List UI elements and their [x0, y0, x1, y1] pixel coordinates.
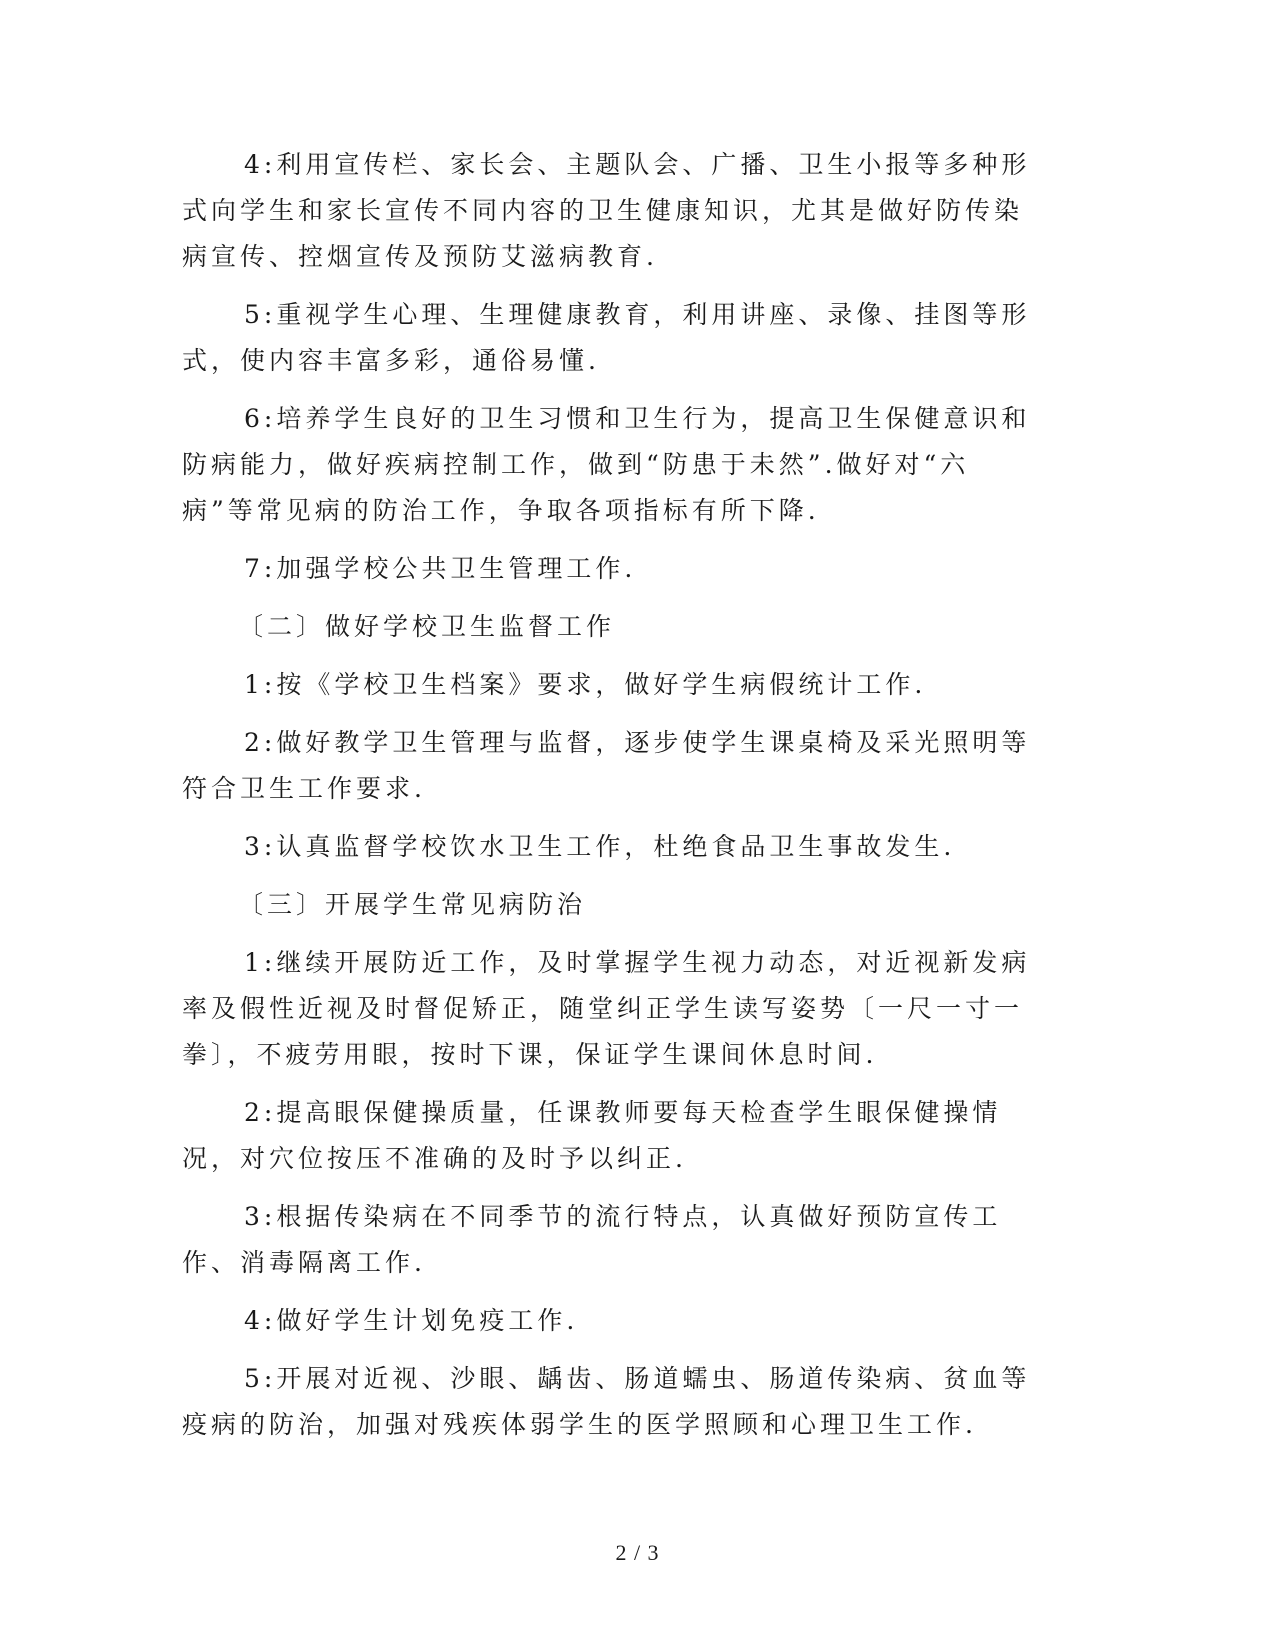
section-heading-supervision: 〔二〕做好学校卫生监督工作 [238, 612, 616, 641]
document-body [182, 142, 1032, 1460]
paragraph-item-5-psychology: 5:重视学生心理、生理健康教育，利用讲座、录像、挂图等形式，使内容丰富多彩，通俗易懂. [182, 300, 1031, 375]
paragraph-item-3-infectious: 3:根据传染病在不同季节的流行特点，认真做好预防宣传工作、消毒隔离工作. [182, 1202, 1002, 1277]
paragraph-item-1-records: 1:按《学校卫生档案》要求，做好学生病假统计工作. [244, 670, 927, 699]
paragraph-item-4-immunization: 4:做好学生计划免疫工作. [244, 1306, 579, 1335]
paragraph-item-7-public-hygiene: 7:加强学校公共卫生管理工作. [244, 554, 637, 583]
paragraph-item-3-water: 3:认真监督学校饮水卫生工作，杜绝食品卫生事故发生. [244, 832, 956, 861]
paragraph-item-5-disease-control: 5:开展对近视、沙眼、龋齿、肠道蠕虫、肠道传染病、贫血等疫病的防治，加强对残疾体弱学生的医学照顾和心理卫生工作. [182, 1364, 1031, 1439]
paragraph-item-6-habits: 6:培养学生良好的卫生习惯和卫生行为，提高卫生保健意识和防病能力，做好疾病控制工作，做到“防患于未然”.做好对“六病”等常见病的防治工作，争取各项指标有所下降. [182, 404, 1031, 525]
section-heading-common-diseases: 〔三〕开展学生常见病防治 [238, 890, 587, 919]
paragraph-item-4-publicity: 4:利用宣传栏、家长会、主题队会、广播、卫生小报等多种形式向学生和家长宣传不同内容的卫生健康知识，尤其是做好防传染病宣传、控烟宣传及预防艾滋病教育. [182, 150, 1031, 271]
page-number: 2 / 3 [615, 1540, 660, 1565]
paragraph-item-2-eye-exercises: 2:提高眼保健操质量，任课教师要每天检查学生眼保健操情况，对穴位按压不准确的及时予以纠正. [182, 1098, 1002, 1173]
paragraph-item-1-myopia: 1:继续开展防近工作，及时掌握学生视力动态，对近视新发病率及假性近视及时督促矫正，随堂纠正学生读写姿势〔一尺一寸一拳〕，不疲劳用眼，按时下课，保证学生课间休息时间. [182, 948, 1031, 1069]
paragraph-item-2-teaching-hygiene: 2:做好教学卫生管理与监督，逐步使学生课桌椅及采光照明等符合卫生工作要求. [182, 728, 1031, 803]
